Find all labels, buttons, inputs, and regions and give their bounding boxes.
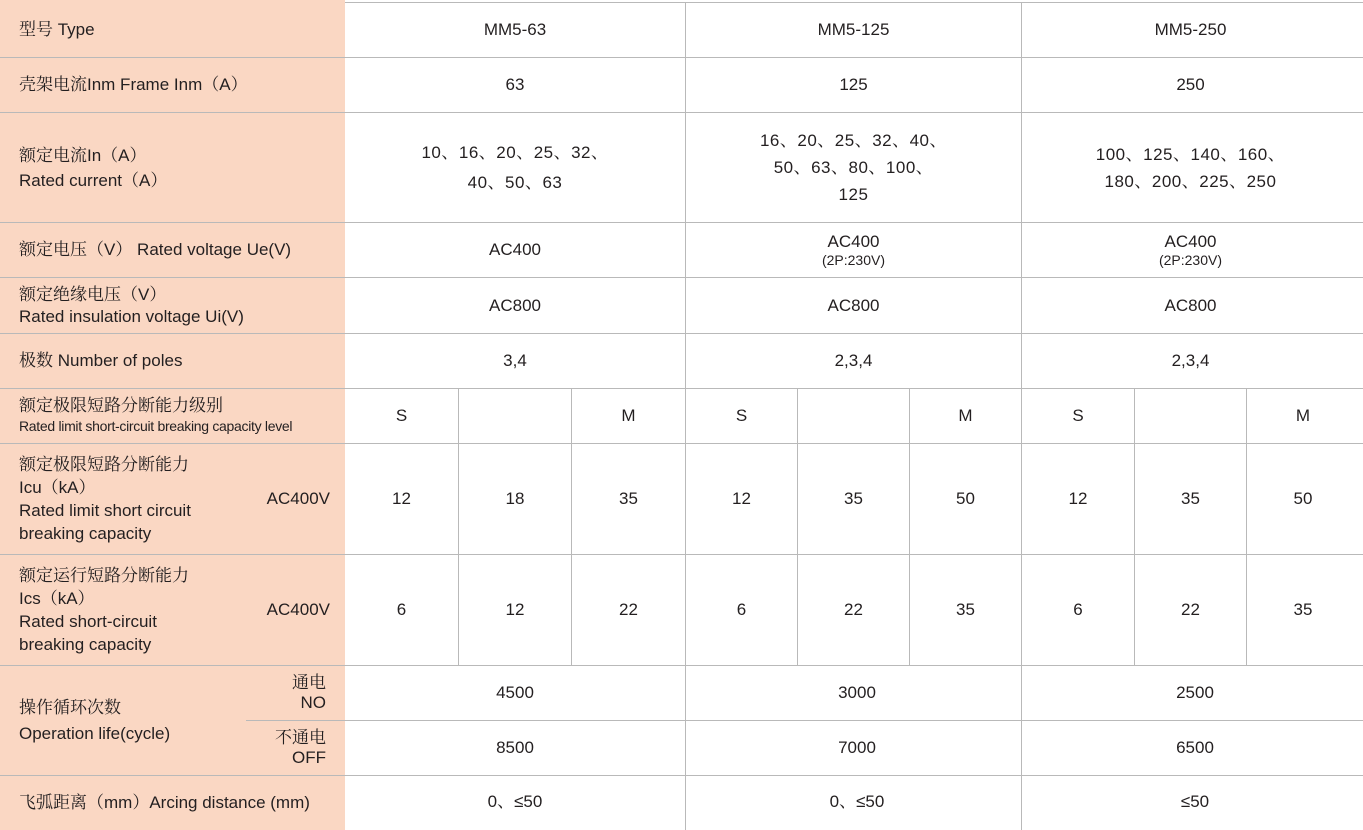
row-label-type: 型号 Type <box>19 19 95 39</box>
icu-voltage-label: AC400V <box>266 489 330 508</box>
table-cell: 0、≤50 <box>829 792 885 811</box>
table-cell: 35 <box>1293 600 1313 619</box>
table-cell: 6 <box>396 600 407 619</box>
table-cell: 100、125、140、160、 180、200、225、250 <box>1095 144 1286 191</box>
table-cell: S <box>395 406 408 425</box>
column-header: MM5-63 <box>483 19 547 39</box>
table-cell: 12 <box>1068 489 1088 508</box>
table-cell: 35 <box>1181 489 1200 508</box>
table-cell: 35 <box>844 489 863 508</box>
table-cell: 2,3,4 <box>834 351 873 370</box>
table-cell: 10、16、20、25、32、 40、50、63 <box>421 142 609 192</box>
table-cell <box>798 389 909 443</box>
table-cell: 63 <box>505 75 525 94</box>
table-cell: 250 <box>1176 75 1205 94</box>
column-header: MM5-125 <box>817 19 890 39</box>
row-label-operation-life: 操作循环次数 Operation life(cycle) <box>19 697 171 743</box>
table-cell: M <box>621 406 636 425</box>
table-cell: 35 <box>956 600 975 619</box>
table-cell: M <box>958 406 973 425</box>
column-header: MM5-250 <box>1154 19 1227 39</box>
table-cell: M <box>1295 406 1311 425</box>
row-label-rated-current: 额定电流In（A） Rated current（A） <box>19 145 168 190</box>
table-cell: 125 <box>839 75 868 94</box>
table-cell: 22 <box>619 600 638 619</box>
table-cell: AC400 (2P:230V) <box>1158 232 1223 268</box>
table-cell: AC800 <box>827 295 880 315</box>
table-cell: 6500 <box>1176 738 1214 757</box>
table-cell: 6 <box>1073 600 1083 619</box>
table-cell <box>1135 389 1246 443</box>
table-cell: 2500 <box>1176 683 1214 702</box>
table-cell: 0、≤50 <box>487 792 543 811</box>
row-label-ics: 额定运行短路分断能力 Ics（kA） Rated short-circuit breaking capacity <box>19 566 189 654</box>
table-cell: 12 <box>732 489 751 508</box>
table-cell: AC400 (2P:230V) <box>821 232 886 268</box>
table-cell: 3000 <box>838 683 876 702</box>
table-cell: AC800 <box>489 295 541 315</box>
row-label-poles: 极数 Number of poles <box>19 351 183 370</box>
table-cell: 3,4 <box>503 351 527 370</box>
table-cell: 2,3,4 <box>1171 351 1210 370</box>
table-cell: 50 <box>956 489 975 508</box>
row-label-breaking-level: 额定极限短路分断能力级别 Rated limit short-circuit breaking capacity level <box>19 396 293 434</box>
table-cell: 12 <box>505 600 525 619</box>
ics-voltage-label: AC400V <box>266 600 330 619</box>
row-label-frame: 壳架电流Inm Frame Inm（A） <box>19 75 248 94</box>
table-cell: S <box>735 406 748 425</box>
table-cell: 4500 <box>496 683 534 702</box>
table-cell: 22 <box>844 600 863 619</box>
table-cell: ≤50 <box>1180 792 1210 811</box>
table-cell: AC800 <box>1164 295 1217 315</box>
table-cell: 50 <box>1293 489 1313 508</box>
table-cell: 12 <box>392 489 411 508</box>
row-label-arcing-distance: 飞弧距离（mm）Arcing distance (mm) <box>19 793 310 812</box>
row-label-rated-voltage: 额定电压（V） Rated voltage Ue(V) <box>19 240 292 259</box>
table-cell: 18 <box>505 489 525 508</box>
row-label-insulation-voltage: 额定绝缘电压（V） Rated insulation voltage Ui(V) <box>19 284 244 326</box>
table-cell: S <box>1072 406 1084 425</box>
table-cell: 6 <box>736 600 747 619</box>
table-cell: 22 <box>1181 600 1200 619</box>
table-cell: AC400 <box>489 240 541 259</box>
row-label-icu: 额定极限短路分断能力 Icu（kA） Rated limit short circuit breaking capacity <box>19 455 191 543</box>
operation-on-label: 通电 NO <box>292 673 326 712</box>
table-cell: 35 <box>619 489 638 508</box>
table-cell <box>459 389 571 443</box>
table-cell: 16、20、25、32、40、 50、63、80、100、 125 <box>759 131 948 204</box>
table-cell: 8500 <box>496 738 534 757</box>
operation-off-label: 不通电 OFF <box>275 728 326 767</box>
table-cell: 7000 <box>838 738 876 757</box>
